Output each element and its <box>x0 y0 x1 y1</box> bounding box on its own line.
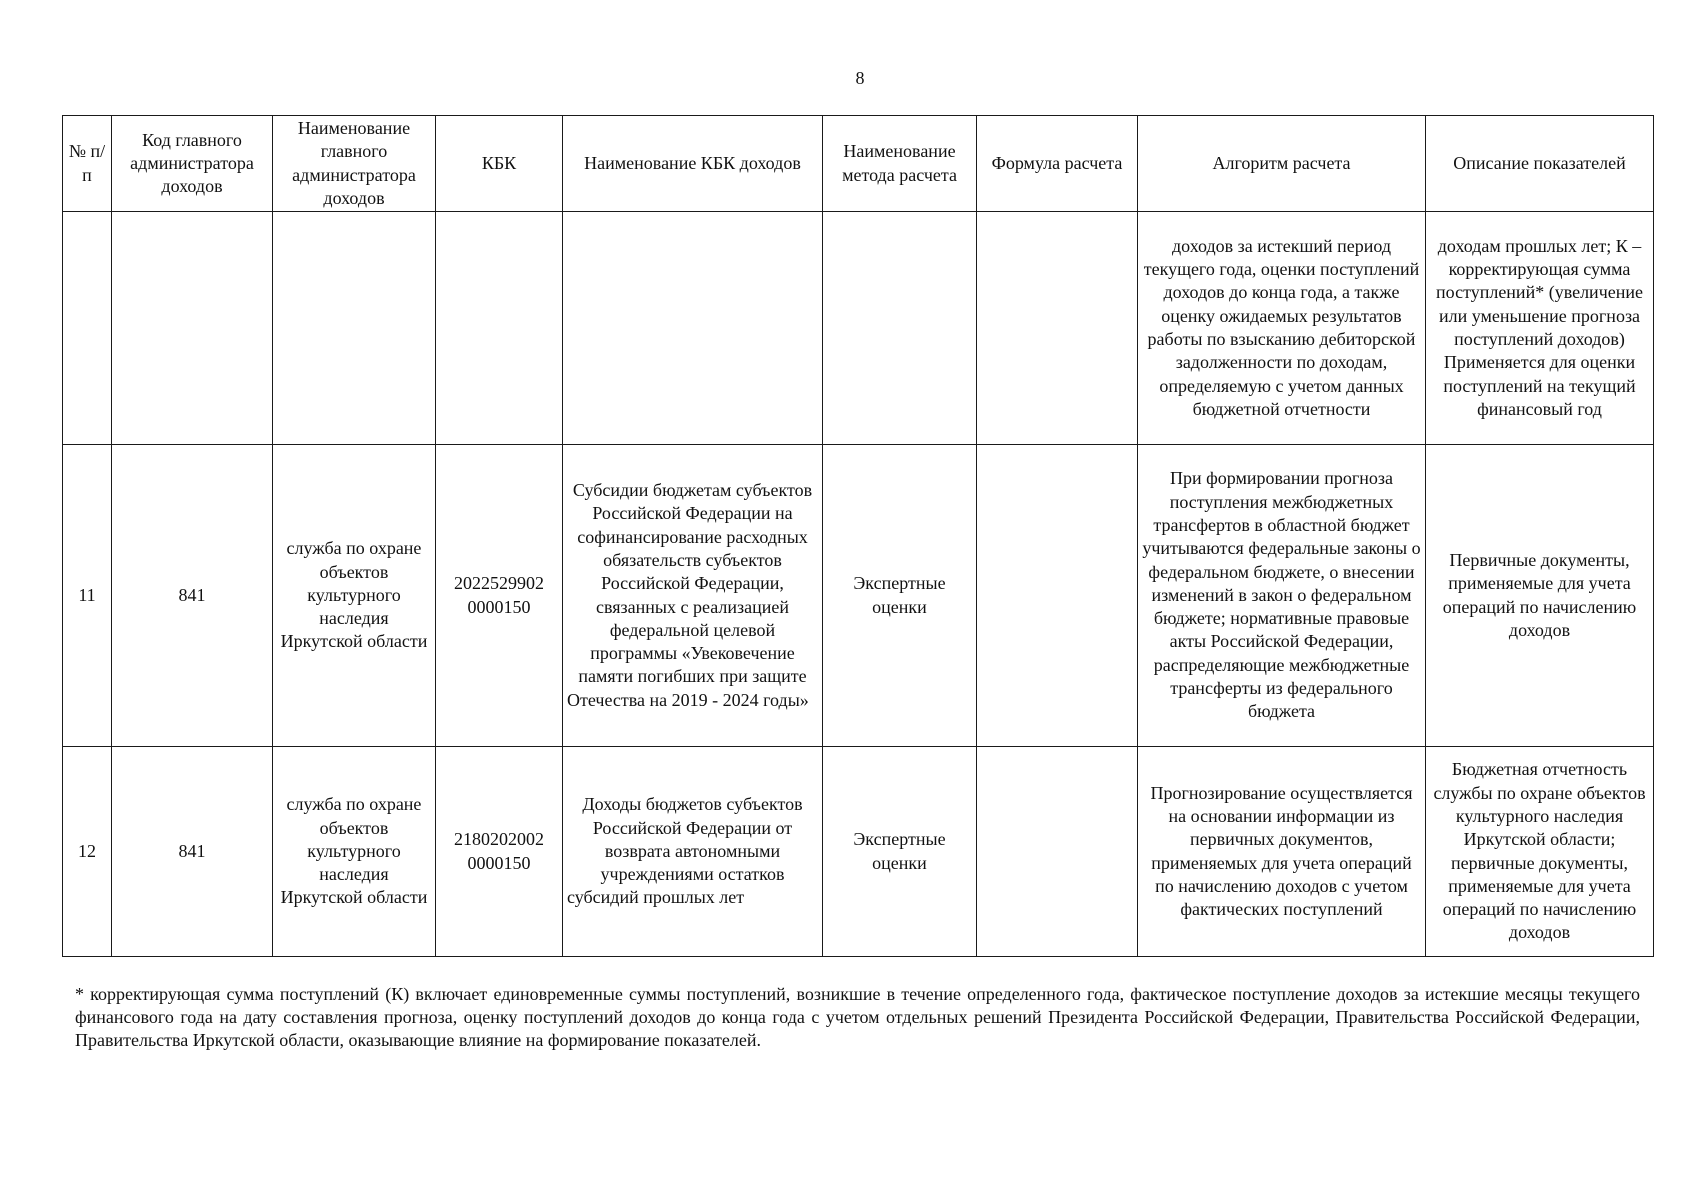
cell-admin-name: служба по охране объектов культурного наследия Иркутской области <box>273 445 436 747</box>
cell-num: 12 <box>63 747 112 957</box>
cell-kbk <box>436 212 563 445</box>
revenue-forecast-table <box>62 115 1654 957</box>
cell-num <box>63 212 112 445</box>
header-admin-code: Код главного администратора доходов <box>112 116 273 212</box>
cell-description: Первичные документы, применяемые для учета операций по начислению доходов <box>1426 445 1654 747</box>
table-row <box>63 212 1654 445</box>
cell-algorithm: При формировании прогноза поступления межбюджетных трансфертов в областной бюджет учитываются федеральные законы о федеральном бюджете, о внесении изменений в закон о федеральном бюджете; нормативные правовые акты Российской Федерации, распределяющие межбюджетные трансферты из федерального бюджета <box>1138 445 1426 747</box>
cell-description: Бюджетная отчетность службы по охране объектов культурного наследия Иркутской области; первичные документы, применяемые для учета операций по начислению доходов <box>1426 747 1654 957</box>
table-row <box>63 747 1654 957</box>
cell-description: доходам прошлых лет; К – корректирующая сумма поступлений* (увеличение или уменьшение прогноза поступлений доходов) Применяется для оценки поступлений на текущий финансовый год <box>1426 212 1654 445</box>
cell-method: Экспертные оценки <box>823 445 977 747</box>
cell-formula <box>977 445 1138 747</box>
cell-admin-name: служба по охране объектов культурного наследия Иркутской области <box>273 747 436 957</box>
footnote: * корректирующая сумма поступлений (К) включает единовременные суммы поступлений, возникшие в течение определенного года, фактическое поступление доходов за истекшие месяцы текущего финансового года на дату составления прогноза, оценку поступлений доходов до конца года с учетом отдельных решений Президента Российской Федерации, Правительства Российской Федерации, Правительства Иркутской области, оказывающие влияние на формирование показателей. <box>75 984 1640 1050</box>
cell-kbk: 2022529902 0000150 <box>436 445 563 747</box>
header-method: Наименование метода расчета <box>823 116 977 212</box>
cell-admin-code: 841 <box>112 445 273 747</box>
header-formula: Формула расчета <box>977 116 1138 212</box>
cell-kbk-name <box>563 212 823 445</box>
cell-kbk-name: Доходы бюджетов субъектов Российской Федерации от возврата автономными учреждениями остатков субсидий прошлых лет <box>563 747 823 957</box>
header-algorithm: Алгоритм расчета <box>1138 116 1426 212</box>
table-row <box>63 445 1654 747</box>
cell-method <box>823 212 977 445</box>
cell-num: 11 <box>63 445 112 747</box>
header-num: № п/п <box>63 116 112 212</box>
header-description: Описание показателей <box>1426 116 1654 212</box>
cell-kbk: 2180202002 0000150 <box>436 747 563 957</box>
cell-formula <box>977 212 1138 445</box>
cell-admin-name <box>273 212 436 445</box>
cell-formula <box>977 747 1138 957</box>
header-kbk-name: Наименование КБК доходов <box>563 116 823 212</box>
header-kbk: КБК <box>436 116 563 212</box>
cell-admin-code: 841 <box>112 747 273 957</box>
cell-algorithm: Прогнозирование осуществляется на основании информации из первичных документов, применяемых для учета операций по начислению доходов с учетом фактических поступлений <box>1138 747 1426 957</box>
cell-kbk-name: Субсидии бюджетам субъектов Российской Федерации на софинансирование расходных обязательств субъектов Российской Федерации, связанных с реализацией федеральной целевой программы «Увековечение памяти погибших при защите Отечества на 2019 - 2024 годы» <box>563 445 823 747</box>
cell-method: Экспертные оценки <box>823 747 977 957</box>
cell-admin-code <box>112 212 273 445</box>
table-header-row <box>63 116 1654 212</box>
page-number: 8 <box>855 68 865 88</box>
cell-algorithm: доходов за истекший период текущего года, оценки поступлений доходов до конца года, а также оценку ожидаемых результатов работы по взысканию дебиторской задолженности по доходам, определяемую с учетом данных бюджетной отчетности <box>1138 212 1426 445</box>
header-admin-name: Наименование главного администратора доходов <box>273 116 436 212</box>
